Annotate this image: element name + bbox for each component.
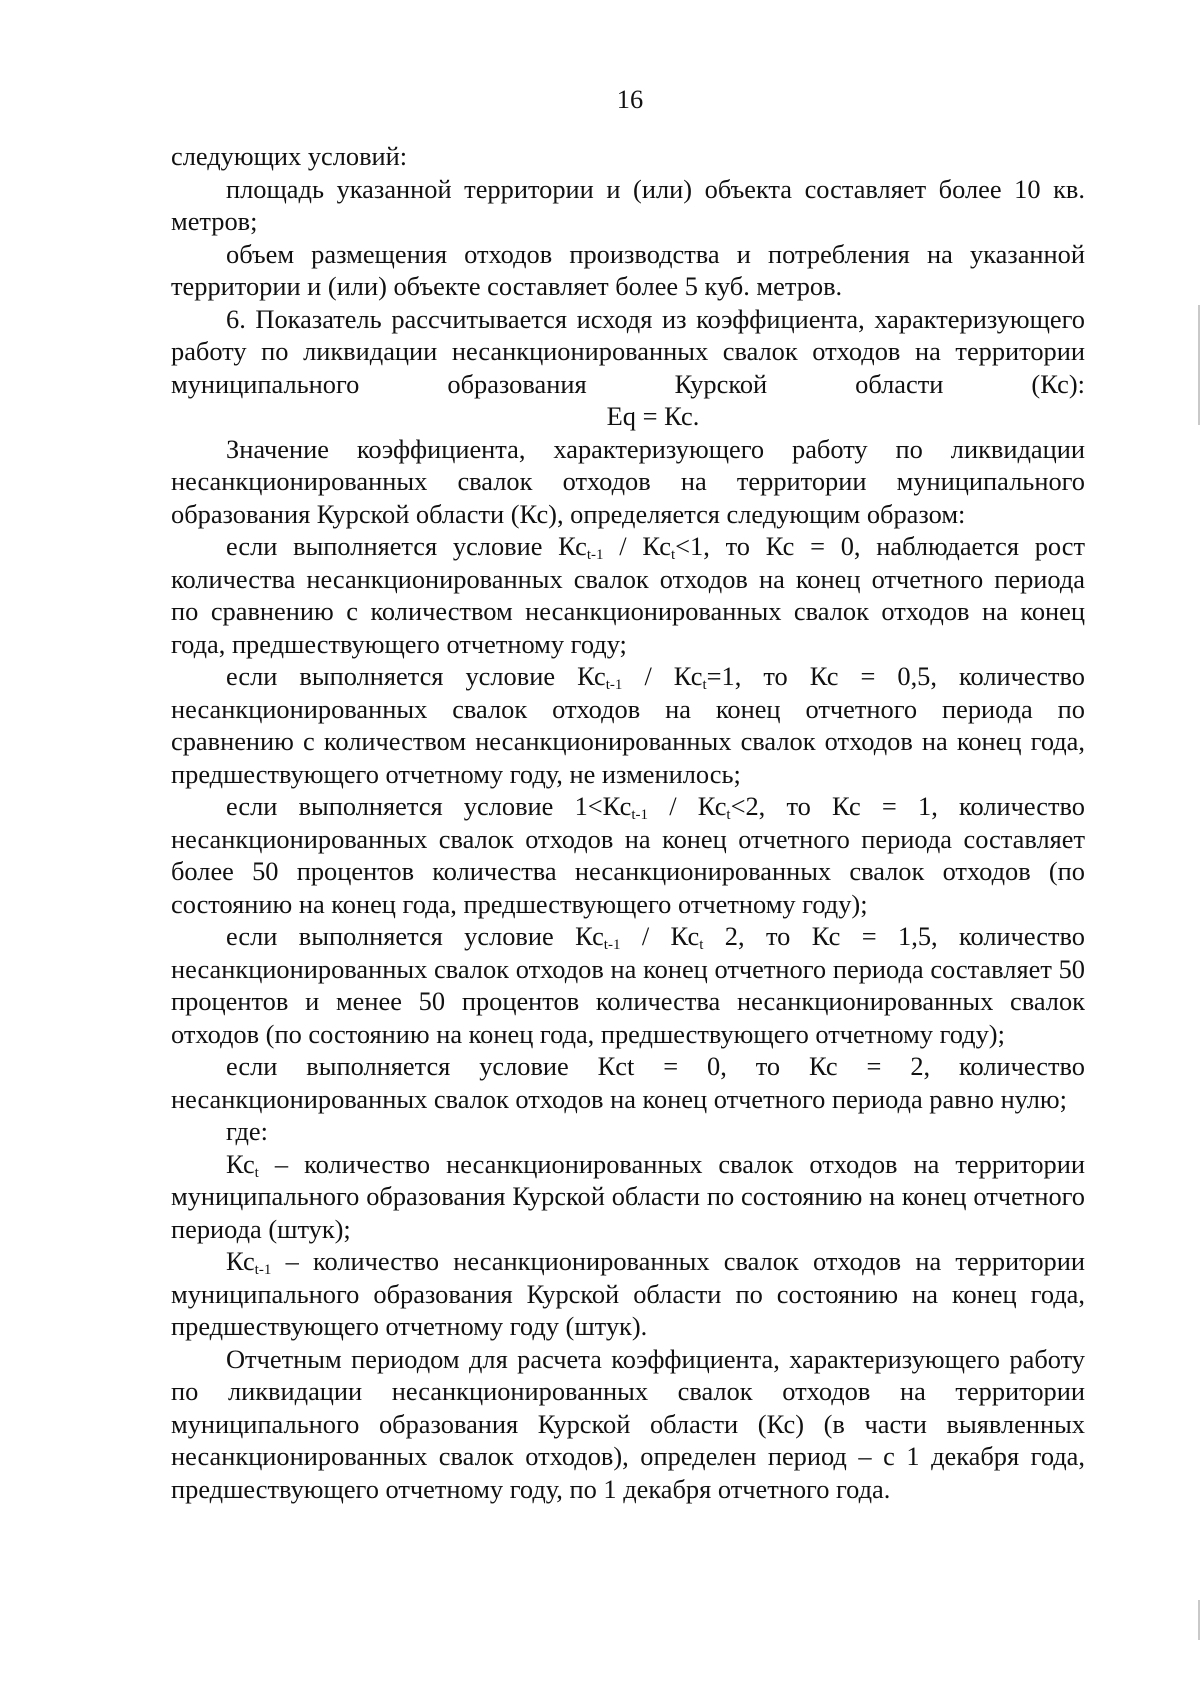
paragraph-volume-condition: объем размещения отходов производства и потребления на указанной территории и (или) объекте составляет более 5 куб. метров. xyxy=(171,238,1085,301)
document-body xyxy=(171,140,1085,1505)
paragraph-case-50-or-less: если выполняется условие $Кс_{t-1} / Кс_t$ 2, то Кс = 1,5, количество несанкционированных свалок отходов на конец отчетного периода составляет 50 процентов и менее 50 процентов количества несанкционированных свалок отходов (по состоянию на конец года, предшествующего отчетному году); xyxy=(171,921,1085,1049)
formula: Eq = Кс. xyxy=(606,401,700,431)
paragraph-continuation: следующих условий: xyxy=(171,141,408,171)
paragraph-item-6: 6. Показатель рассчитывается исходя из коэффициента, характеризующего работу по ликвидации несанкционированных свалок отходов на территории муниципального образования Курской области (Кс): xyxy=(171,303,1085,399)
page-number: 16 xyxy=(616,84,644,114)
paragraph-definition-kct-1: $Кс_{t-1}$ – количество несанкционированных свалок отходов на территории муниципального образования Курской области по состоянию на конец года, предшествующего отчетному году (штук). xyxy=(171,1246,1085,1341)
paragraph-definition-kct: $Кс_t$ – количество несанкционированных свалок отходов на территории муниципального образования Курской области по состоянию на конец отчетного периода (штук); xyxy=(171,1148,1085,1244)
paragraph-area-condition: площадь указанной территории и (или) объекта составляет более 10 кв. метров; xyxy=(171,173,1085,236)
paragraph-coefficient-definition: Значение коэффициента, характеризующего работу по ликвидации несанкционированных свалок отходов на территории муниципального образования Курской области (Кс), определяется следующим образом: xyxy=(171,433,1085,529)
paragraph-case-growth: если выполняется условие $Кс_{t-1} / Кс_t<1$, то Кс = 0, наблюдается рост количества несанкционированных свалок отходов на конец отчетного периода по сравнению с количеством несанкционированных свалок отходов на конец года, предшествующего отчетному году; xyxy=(171,531,1086,659)
paragraph-case-unchanged: если выполняется условие $Кс_{t-1} / Кс_t=1$, то Кс = 0,5, количество несанкционированных свалок отходов на конец отчетного периода по сравнению с количеством несанкционированных свалок отходов на конец года, предшествующего отчетному году, не изменилось; xyxy=(171,661,1085,789)
paragraph-where: где: xyxy=(226,1116,268,1146)
paragraph-reporting-period: Отчетным периодом для расчета коэффициента, характеризующего работу по ликвидации несанкционированных свалок отходов на территории муниципального образования Курской области (Кс) (в части выявленных несанкционированных свалок отходов), определен период – с 1 декабря года, предшествующего отчетному году, по 1 декабря отчетного года. xyxy=(171,1343,1085,1504)
paragraph-case-zero: если выполняется условие Кct = 0, то Кс = 2, количество несанкционированных свалок отходов на конец отчетного периода равно нулю; xyxy=(171,1051,1085,1114)
paragraph-case-more-50: если выполняется условие $1<Кс_{t-1} / Кс_t<2$, то Кс = 1, количество несанкционированных свалок отходов на конец отчетного периода составляет более 50 процентов количества несанкционированных свалок отходов (по состоянию на конец года, предшествующего отчетному году); xyxy=(171,791,1085,919)
